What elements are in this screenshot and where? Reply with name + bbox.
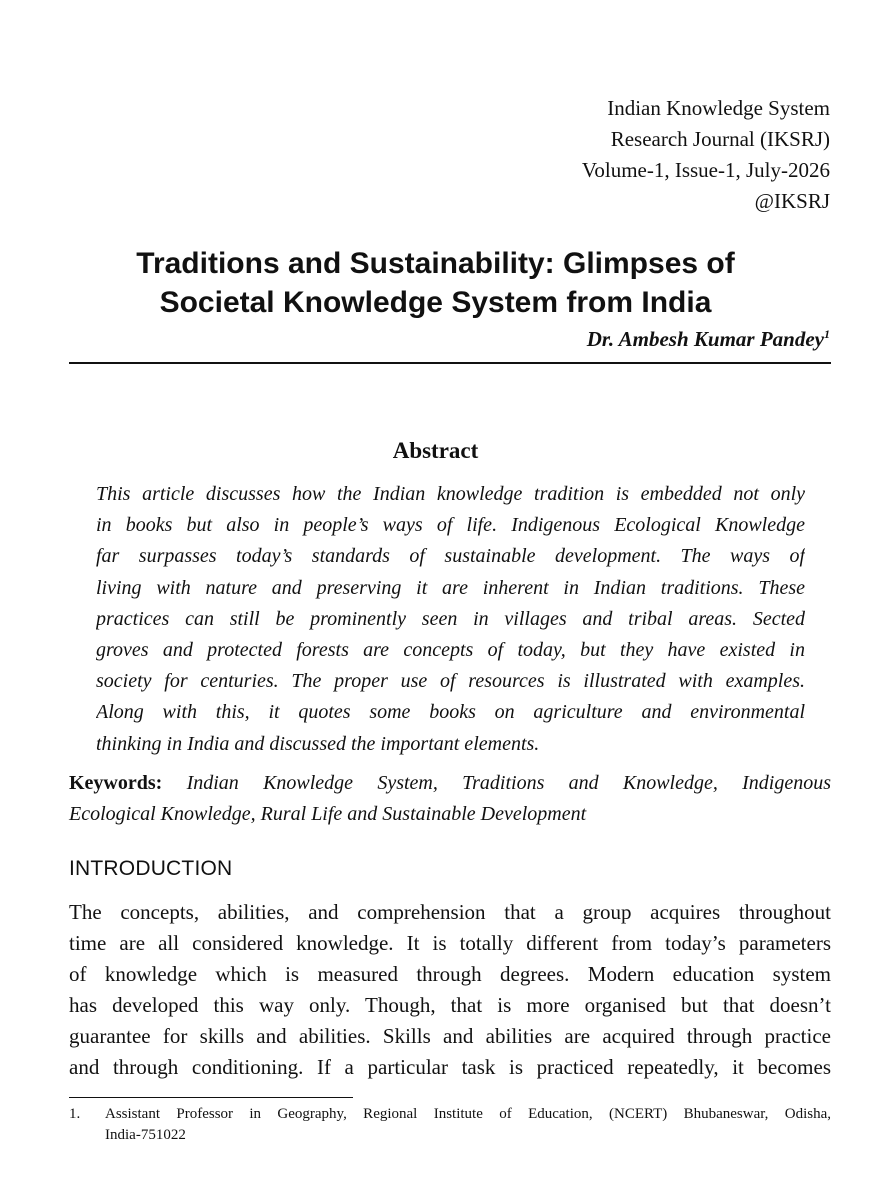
journal-header	[582, 93, 830, 217]
title-divider	[69, 362, 831, 364]
footnote-divider	[69, 1097, 353, 1098]
abstract-line: living with nature and preserving it are inherent in Indian traditions. These	[96, 576, 805, 599]
keywords-text-1: Indian Knowledge System, Traditions and Knowledge, Indigenous	[186, 772, 832, 794]
introduction-line: The concepts, abilities, and comprehension that a group acquires throughout	[69, 900, 831, 924]
abstract-line: society for centuries. The proper use of resources is illustrated with examples.	[96, 670, 805, 693]
introduction-line: time are all considered knowledge. It is totally different from today’s parameters	[69, 931, 831, 955]
introduction-line: of knowledge which is measured through degrees. Modern education system	[69, 962, 831, 986]
keywords-label: Keywords:	[69, 772, 163, 794]
abstract-line: This article discusses how the Indian knowledge tradition is embedded not only	[96, 483, 805, 505]
abstract-body	[96, 479, 805, 760]
journal-handle: @IKSRJ	[754, 189, 830, 213]
journal-name-line-2: Research Journal (IKSRJ)	[610, 127, 830, 151]
abstract-line: practices can still be prominently seen in villages and tribal areas. Sected	[96, 607, 805, 630]
abstract-line: in books but also in people’s ways of life. Indigenous Ecological Knowledge	[96, 514, 805, 537]
author-footnote-mark: 1	[824, 327, 830, 341]
abstract-line: thinking in India and discussed the important elements.	[96, 732, 540, 755]
journal-issue: Volume-1, Issue-1, July-2026	[581, 158, 830, 182]
introduction-heading: INTRODUCTION	[69, 857, 233, 880]
abstract-line: groves and protected forests are concepts of today, but they have existed in	[96, 639, 805, 662]
author-byline	[587, 327, 830, 352]
abstract-heading: Abstract	[392, 438, 479, 463]
journal-name-line-1: Indian Knowledge System	[607, 96, 830, 120]
keywords-block	[69, 768, 831, 830]
abstract-line: Along with this, it quotes some books on agriculture and environmental	[96, 701, 805, 724]
paper-title-line-2: Societal Knowledge System from India	[159, 286, 712, 319]
keywords-line-1	[69, 768, 831, 799]
footnote-line-2: India-751022	[105, 1127, 186, 1143]
introduction-line: guarantee for skills and abilities. Skills and abilities are acquired through practice	[69, 1024, 831, 1048]
paper-title	[40, 244, 831, 322]
keywords-text-2: Ecological Knowledge, Rural Life and Sustainable Development	[69, 803, 587, 825]
footnote-number: 1.	[69, 1106, 81, 1122]
introduction-line: and through conditioning. If a particular task is practiced repeatedly, it becomes	[69, 1055, 831, 1079]
abstract-line: far surpasses today’s standards of sustainable development. The ways of	[96, 545, 805, 568]
introduction-line: has developed this way only. Though, that is more organised but that doesn’t	[69, 993, 831, 1017]
introduction-body	[69, 897, 831, 1083]
footnote-line-1: Assistant Professor in Geography, Regional Institute of Education, (NCERT) Bhubaneswar, Odisha,	[105, 1106, 831, 1122]
author-name: Dr. Ambesh Kumar Pandey	[586, 327, 824, 351]
paper-title-line-1: Traditions and Sustainability: Glimpses of	[136, 247, 735, 280]
footnote	[69, 1104, 831, 1146]
footnote-text	[105, 1104, 831, 1146]
